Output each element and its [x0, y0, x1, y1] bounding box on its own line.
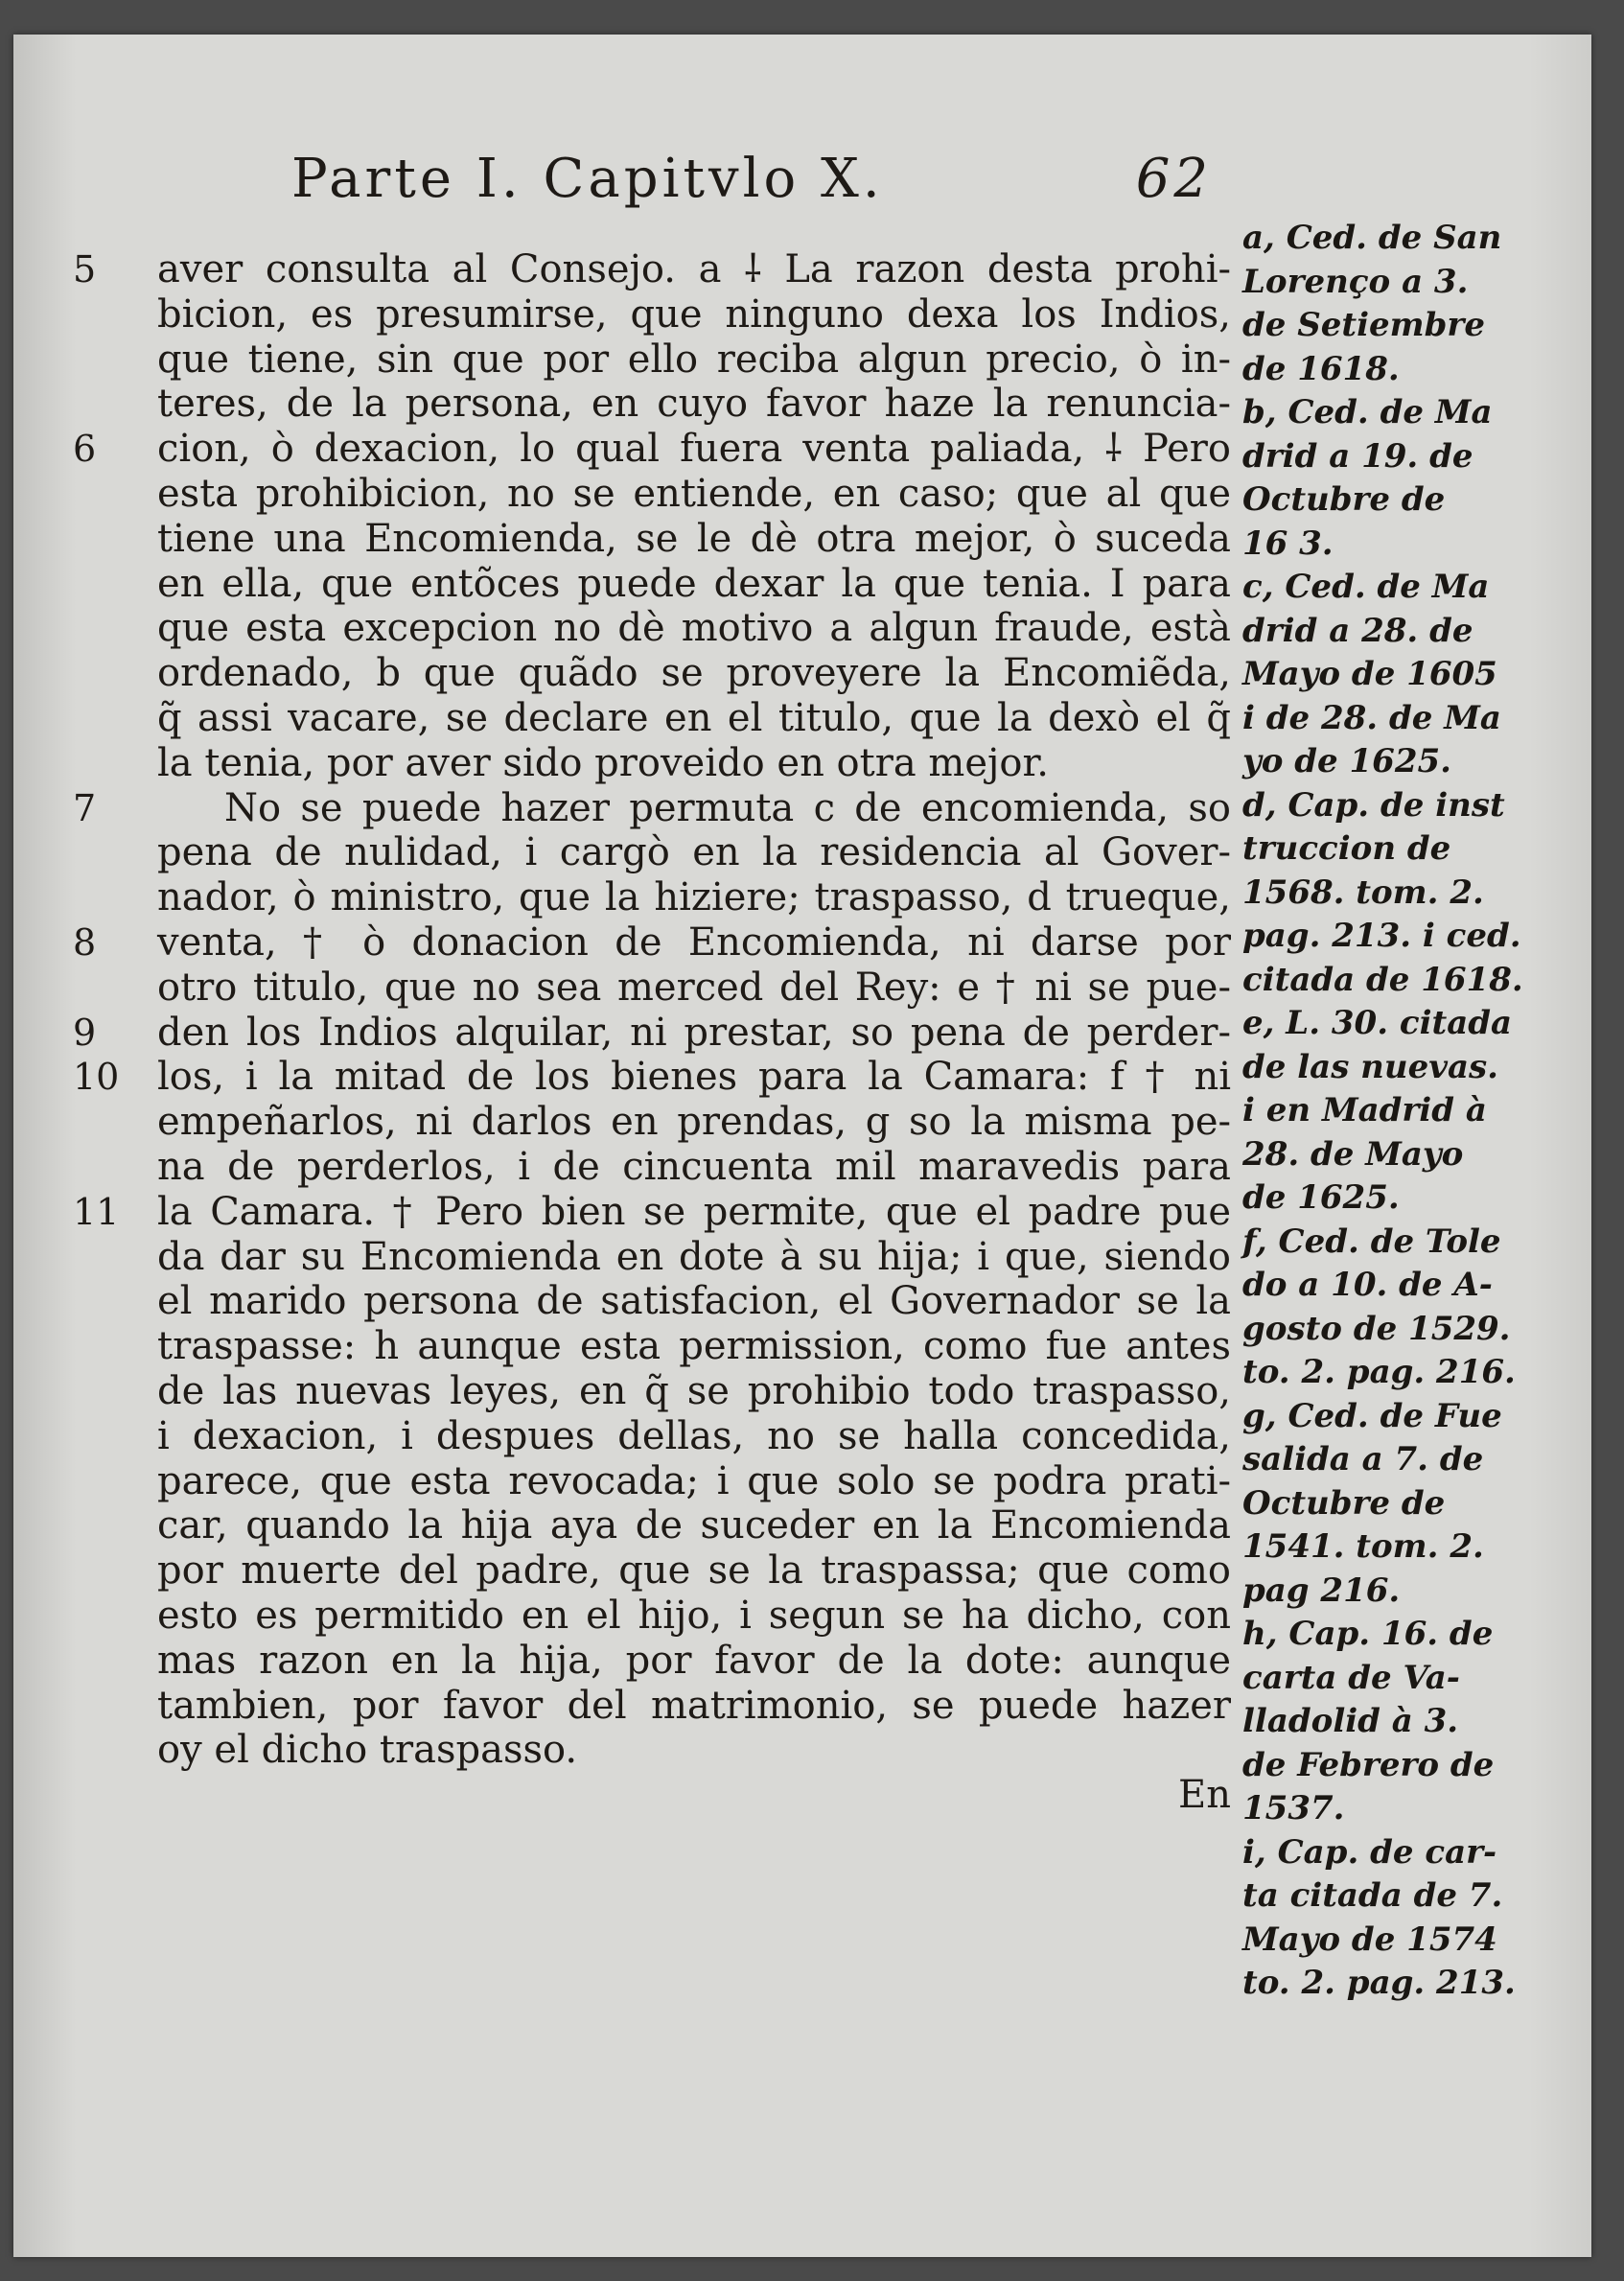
marginal-note-line: b, Ced. de Ma — [1242, 393, 1493, 431]
marginal-note-line: 28. de Mayo — [1242, 1134, 1464, 1174]
marginal-note-line: pag 216. — [1242, 1571, 1401, 1610]
marginal-note-line: yo de 1625. — [1242, 742, 1451, 780]
catchword: En — [1178, 1773, 1231, 1818]
line-text: tambien, por favor del matrimonio, se puede hazer — [157, 1683, 1231, 1728]
text-line — [157, 1684, 1231, 1729]
marginal-note-line: drid a 19. de — [1242, 436, 1473, 476]
marginal-note-line: de Febrero de — [1242, 1745, 1495, 1784]
marginal-note-line: de Setiembre — [1242, 306, 1485, 344]
text-line — [157, 517, 1231, 562]
marginal-note-line: Lorenço a 3. — [1242, 262, 1469, 301]
paragraph-number: 6 — [73, 428, 97, 471]
marginal-note-line: 1537. — [1242, 1789, 1345, 1827]
text-line — [157, 741, 1231, 786]
marginal-note-line: de 1625. — [1242, 1178, 1400, 1217]
line-text: car, quando la hija aya de suceder en la Encomienda — [157, 1503, 1231, 1548]
chapter-heading: Parte I. Capitvlo X. — [291, 148, 884, 210]
text-line — [157, 472, 1231, 517]
line-text: que tiene, sin que por ello reciba algun precio, ò in- — [157, 337, 1231, 382]
line-text: pena de nulidad, i cargò en la residencia al Gover- — [157, 830, 1231, 875]
text-line — [73, 427, 1231, 472]
text-line — [157, 1594, 1231, 1639]
paragraph-number: 11 — [73, 1190, 120, 1233]
line-text: la tenia, por aver sido proveido en otra mejor. — [157, 740, 1049, 785]
running-head — [291, 148, 1212, 224]
paragraph-number: 7 — [73, 786, 97, 829]
line-text: venta, † ò donacion de Encomienda, ni darse por — [157, 919, 1231, 965]
paragraph-number: 5 — [73, 248, 97, 291]
book-page — [13, 35, 1591, 2257]
line-text: q̃ assi vacare, se declare en el titulo, que la dexò el q̃ — [157, 695, 1231, 740]
marginal-note-line: i en Madrid à — [1242, 1091, 1487, 1129]
page-number: 62 — [1135, 148, 1212, 210]
line-text: esta prohibicion, no se entiende, en caso; que al que — [157, 471, 1231, 516]
line-text: traspasse: h aunque esta permission, como fue antes — [157, 1324, 1231, 1369]
marginal-note-line: Mayo de 1574 — [1242, 1920, 1497, 1959]
marginal-note-line: to. 2. pag. 213. — [1242, 1964, 1516, 2002]
text-line — [157, 562, 1231, 607]
marginal-note-line: truccion de — [1242, 829, 1451, 868]
text-line — [157, 606, 1231, 651]
line-text: el marido persona de satisfacion, el Governador se la — [157, 1279, 1231, 1324]
text-line — [157, 651, 1231, 696]
text-line — [157, 382, 1231, 427]
text-line — [157, 337, 1231, 383]
marginal-note-line: lladolid à 3. — [1242, 1702, 1459, 1740]
text-line — [157, 1235, 1231, 1280]
line-text: parece, que esta revocada; i que solo se podra prati- — [157, 1458, 1231, 1503]
marginal-note-line: carta de Va- — [1242, 1658, 1460, 1697]
line-text: na de perderlos, i de cincuenta mil maravedis para — [157, 1144, 1231, 1189]
text-line — [73, 1189, 1231, 1235]
text-line — [157, 875, 1231, 920]
text-line — [73, 919, 1231, 966]
text-line — [157, 1459, 1231, 1504]
marginal-note-line: i, Cap. de car- — [1242, 1832, 1497, 1872]
line-text: que esta excepcion no dè motivo a algun fraude, està — [157, 606, 1231, 651]
marginal-note-line: salida a 7. de — [1242, 1440, 1484, 1478]
marginal-note-line: 1568. tom. 2. — [1242, 873, 1484, 912]
line-text: por muerte del padre, que se la traspassa; que como — [157, 1548, 1231, 1594]
marginal-note-line: de 1618. — [1242, 349, 1400, 388]
marginal-note-line: drid a 28. de — [1242, 611, 1473, 650]
text-line — [73, 1055, 1231, 1100]
text-line — [157, 1145, 1231, 1190]
line-text: teres, de la persona, en cuyo favor haze la renuncia- — [157, 382, 1231, 427]
marginal-note-line: Mayo de 1605 — [1242, 655, 1497, 693]
line-text: cion, ò dexacion, lo qual fuera venta paliada, ⸸ Pero — [157, 427, 1231, 472]
text-line — [157, 966, 1231, 1011]
marginal-note-line: Octubre de — [1242, 1483, 1446, 1523]
paragraph-number: 10 — [73, 1056, 120, 1099]
text-line — [73, 247, 1231, 292]
line-text: No se puede hazer permuta c de encomienda, so — [224, 785, 1231, 830]
line-text: nador, ò ministro, que la hiziere; traspasso, d trueque, — [157, 875, 1231, 920]
text-line — [157, 1503, 1231, 1548]
text-line — [157, 1639, 1231, 1684]
paragraph-number: 8 — [73, 920, 97, 964]
text-line — [157, 1728, 1231, 1773]
line-text: den los Indios alquilar, ni prestar, so pena de perder- — [157, 1010, 1231, 1055]
marginal-note-line: de las nuevas. — [1242, 1047, 1499, 1086]
line-text: la Camara. † Pero bien se permite, que el padre pue — [157, 1189, 1231, 1234]
line-text: da dar su Encomienda en dote à su hija; i que, siendo — [157, 1234, 1231, 1279]
marginal-note-line: c, Ced. de Ma — [1242, 568, 1490, 606]
line-text: bicion, es presumirse, que ninguno dexa los Indios, — [157, 291, 1231, 337]
line-text: esto es permitido en el hijo, i segun se ha dicho, con — [157, 1593, 1231, 1638]
line-text: oy el dicho traspasso. — [157, 1728, 578, 1773]
marginal-note-line: 16 3. — [1242, 524, 1334, 563]
line-text: de las nuevas leyes, en q̃ se prohibio todo traspasso, — [157, 1368, 1231, 1413]
marginal-note-line: do a 10. de A- — [1242, 1266, 1493, 1304]
marginal-note-line: g, Ced. de Fue — [1242, 1396, 1502, 1435]
marginal-note-line: citada de 1618. — [1242, 960, 1523, 999]
marginal-note-line: Octubre de — [1242, 480, 1446, 519]
marginal-notes-column — [1242, 217, 1523, 2006]
line-text: los, i la mitad de los bienes para la Camara: f † ni — [157, 1055, 1231, 1100]
marginal-note-line: e, L. 30. citada — [1242, 1004, 1513, 1042]
marginal-note-line: d, Cap. de inst — [1242, 785, 1505, 825]
text-line — [73, 785, 1231, 831]
marginal-note-line: pag. 213. i ced. — [1242, 917, 1521, 955]
line-text: en ella, que entõces puede dexar la que tenia. I para — [157, 561, 1231, 606]
marginal-note-line: 1541. tom. 2. — [1242, 1527, 1484, 1566]
marginal-note-line: a, Ced. de San — [1242, 219, 1502, 257]
line-text: mas razon en la hija, por favor de la dote: aunque — [157, 1638, 1231, 1683]
line-text: i dexacion, i despues dellas, no se halla concedida, — [157, 1413, 1231, 1458]
line-text: ordenado, b que quãdo se proveyere la Encomiẽda, — [157, 651, 1231, 696]
text-line — [157, 696, 1231, 741]
text-line — [157, 1548, 1231, 1594]
text-line — [73, 1010, 1231, 1056]
text-line — [157, 1324, 1231, 1369]
line-text: otro titulo, que no sea merced del Rey: e † ni se pue- — [157, 965, 1231, 1010]
line-text: tiene una Encomienda, se le dè otra mejor, ò suceda — [157, 516, 1231, 561]
marginal-note-line: h, Cap. 16. de — [1242, 1615, 1494, 1653]
text-line — [157, 830, 1231, 875]
text-line — [157, 1414, 1231, 1459]
marginal-note-line: gosto de 1529. — [1242, 1309, 1511, 1348]
marginal-note-line: i de 28. de Ma — [1242, 698, 1501, 737]
marginal-note-line: to. 2. pag. 216. — [1242, 1353, 1516, 1391]
main-text-column — [73, 247, 1231, 1818]
paragraph-number: 9 — [73, 1011, 97, 1054]
line-text: empeñarlos, ni darlos en prendas, g so la misma pe- — [157, 1100, 1231, 1145]
text-line — [157, 1279, 1231, 1324]
line-text: aver consulta al Consejo. a ⸸ La razon desta prohi- — [157, 247, 1231, 291]
text-line — [157, 1369, 1231, 1414]
marginal-note-line: f, Ced. de Tole — [1242, 1222, 1501, 1261]
text-line — [157, 1100, 1231, 1145]
marginal-note-line: ta citada de 7. — [1242, 1876, 1503, 1915]
text-line — [157, 292, 1231, 337]
